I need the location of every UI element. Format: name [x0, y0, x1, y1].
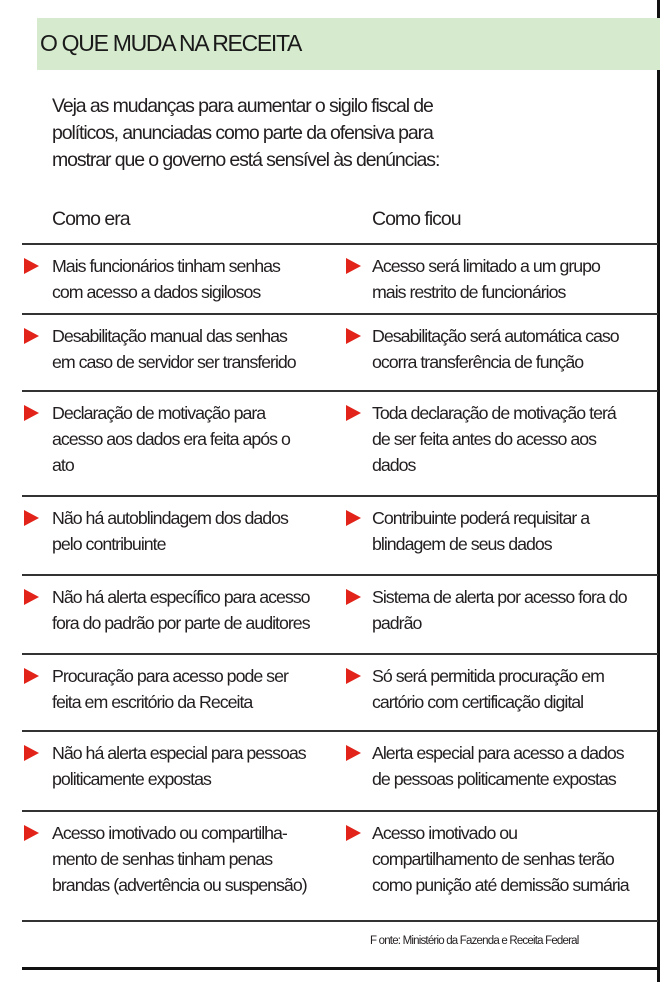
divider — [22, 653, 658, 655]
arrow-icon — [24, 510, 39, 526]
after-text: Alerta especial para acesso a dados de pessoas politicamente expostas — [372, 743, 624, 789]
before-text: Desabilitação manual das senhas em caso de servidor ser transferido — [52, 326, 296, 372]
intro-text: Veja as mudanças para aumentar o sigilo fiscal de políticos, anunciadas como parte da ofensiva para mostrar que o governo está sensível às denúncias: — [52, 95, 440, 171]
arrow-icon — [346, 405, 361, 421]
before-text: Não há autoblindagem dos dados pelo contribuinte — [52, 508, 288, 554]
after-text: Toda declaração de motivação terá de ser feita antes do acesso aos dados — [372, 403, 616, 475]
arrow-icon — [24, 258, 39, 274]
divider — [22, 730, 658, 732]
arrow-icon — [24, 589, 39, 605]
after-text: Contribuinte poderá requisitar a blindagem de seus dados — [372, 508, 590, 554]
divider — [22, 920, 658, 922]
source-note: F onte: Ministério da Fazenda e Receita Federal — [370, 935, 579, 947]
arrow-icon — [346, 258, 361, 274]
arrow-icon — [346, 825, 361, 841]
after-text: Acesso será limitado a um grupo mais restrito de funcionários — [372, 256, 600, 302]
before-text: Acesso imotivado ou compartilha- mento de senhas tinham penas brandas (advertência ou suspensão) — [52, 823, 307, 895]
after-text: Desabilitação será automática caso ocorra transferência de função — [372, 326, 619, 372]
divider — [22, 495, 658, 497]
after-text: Só será permitida procuração em cartório com certificação digital — [372, 666, 604, 712]
bottom-divider — [22, 967, 658, 970]
column-header-before: Como era — [52, 208, 130, 230]
before-text: Procuração para acesso pode ser feita em escritório da Receita — [52, 666, 288, 712]
arrow-icon — [24, 745, 39, 761]
divider — [22, 810, 658, 812]
divider — [22, 390, 658, 392]
after-text: Sistema de alerta por acesso fora do padrão — [372, 587, 627, 633]
arrow-icon — [346, 328, 361, 344]
before-text: Não há alerta especial para pessoas politicamente expostas — [52, 743, 306, 789]
divider — [22, 313, 658, 315]
arrow-icon — [24, 825, 39, 841]
before-text: Declaração de motivação para acesso aos dados era feita após o ato — [52, 403, 290, 475]
arrow-icon — [24, 668, 39, 684]
before-text: Mais funcionários tinham senhas com acesso a dados sigilosos — [52, 256, 280, 302]
arrow-icon — [24, 405, 39, 421]
column-header-after: Como ficou — [372, 208, 461, 230]
after-text: Acesso imotivado ou compartilhamento de senhas terão como punição até demissão sumária — [372, 823, 629, 895]
arrow-icon — [24, 328, 39, 344]
arrow-icon — [346, 668, 361, 684]
divider — [22, 243, 658, 245]
before-text: Não há alerta específico para acesso fora do padrão por parte de auditores — [52, 587, 310, 633]
divider — [22, 574, 658, 576]
page-title: O QUE MUDA NA RECEITA — [40, 30, 302, 56]
arrow-icon — [346, 589, 361, 605]
arrow-icon — [346, 745, 361, 761]
arrow-icon — [346, 510, 361, 526]
